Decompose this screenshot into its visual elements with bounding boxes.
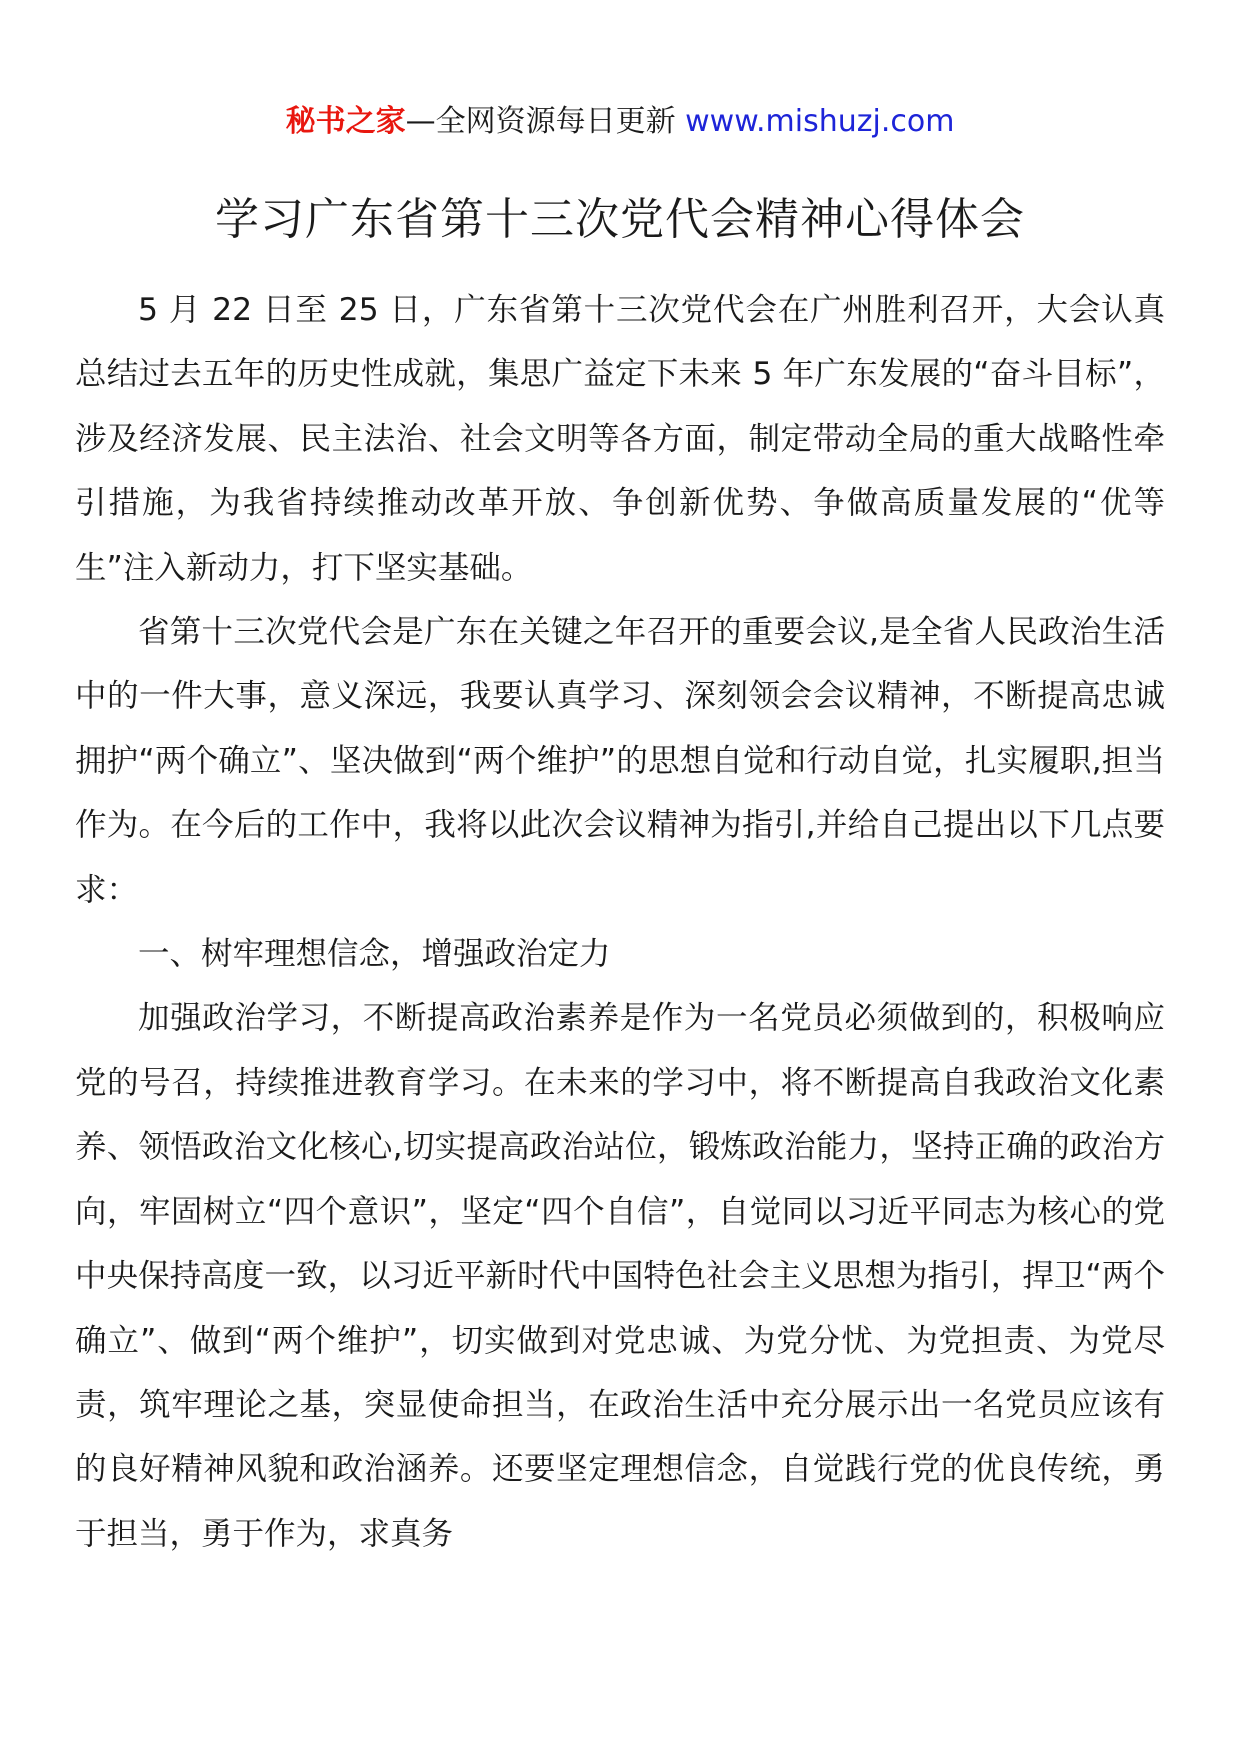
site-header (0, 102, 1240, 142)
document-title: 学习广东省第十三次党代会精神心得体会 (215, 194, 1025, 245)
section-heading: 一、树牢理想信念，增强政治定力 (138, 936, 611, 973)
paragraph: 省第十三次党代会是广东在关键之年召开的重要会议,是全省人民政治生活中的一件大事，意义深远，我要认真学习、深刻领会会议精神，不断提高忠诚拥护“两个确立”、坚决做到“两个维护”的思想自觉和行动自觉，扎实履职,担当作为。在今后的工作中，我将以此次会议精神为指引,并给自己提出以下几点要求： (75, 614, 1165, 908)
paragraph: 5 月 22 日至 25 日，广东省第十三次党代会在广州胜利召开，大会认真总结过去五年的历史性成就，集思广益定下未来 5 年广东发展的“奋斗目标”，涉及经济发展、民主法治、社会文明等各方面，制定带动全局的重大战略性牵引措施，为我省持续推动改革开放、争创新优势、争做高质量发展的“优等生”注入新动力，打下坚实基础。 (75, 292, 1165, 586)
site-url: www.mishuzj.com (685, 104, 955, 139)
brand-name: 秘书之家 (285, 104, 406, 139)
document-body (75, 278, 1165, 1566)
header-tagline: —全网资源每日更新 (405, 104, 686, 139)
paragraph: 加强政治学习，不断提高政治素养是作为一名党员必须做到的，积极响应党的号召，持续推进教育学习。在未来的学习中，将不断提高自我政治文化素养、领悟政治文化核心,切实提高政治站位，锻炼政治能力，坚持正确的政治方向，牢固树立“四个意识”，坚定“四个自信”，自觉同以习近平同志为核心的党中央保持高度一致，以习近平新时代中国特色社会主义思想为指引，捍卫“两个确立”、做到“两个维护”，切实做到对党忠诚、为党分忧、为党担责、为党尽责，筑牢理论之基，突显使命担当，在政治生活中充分展示出一名党员应该有的良好精神风貌和政治涵养。还要坚定理想信念，自觉践行党的优良传统，勇于担当，勇于作为，求真务 (75, 1000, 1165, 1552)
